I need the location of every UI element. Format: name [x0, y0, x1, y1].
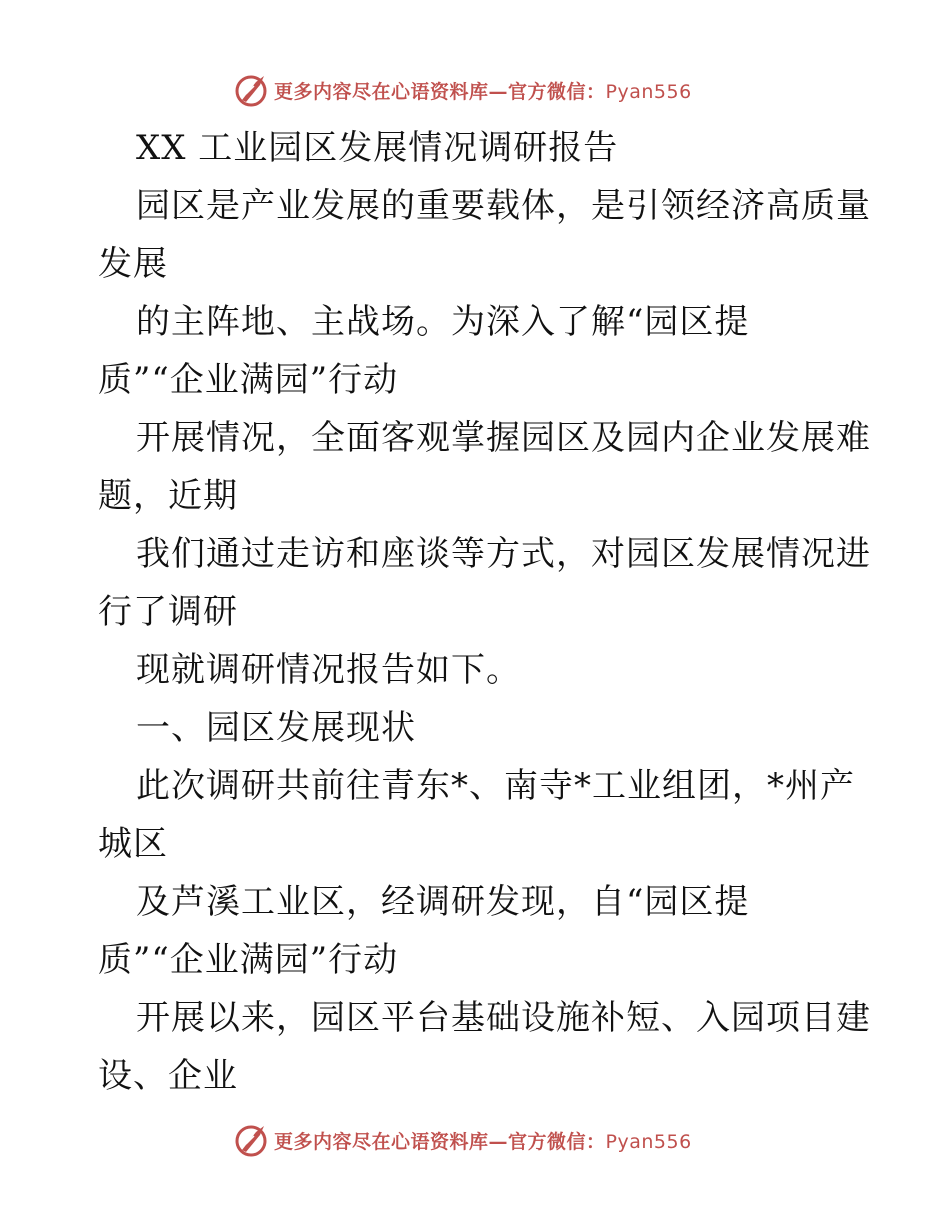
paragraph-line: 现就调研情况报告如下。 — [136, 650, 521, 690]
quill-pen-logo-icon — [234, 1122, 270, 1158]
paragraph-line: 此次调研共前往青东*、南寺*工业组团，*州产 — [136, 766, 855, 806]
watermark-footer — [234, 1120, 692, 1160]
paragraph-line: 的主阵地、主战场。为深入了解“园区提 — [136, 302, 750, 342]
paragraph-line: 设、企业 — [98, 1056, 238, 1096]
paragraph-line: 开展情况，全面客观掌握园区及园内企业发展难 — [136, 418, 871, 458]
paragraph-line: 行了调研 — [98, 592, 238, 632]
paragraph-line: 我们通过走访和座谈等方式，对园区发展情况进 — [136, 534, 871, 574]
paragraph-line: 质”“企业满园”行动 — [98, 940, 399, 980]
paragraph-line: 题，近期 — [98, 476, 238, 516]
watermark-header — [234, 70, 692, 110]
paragraph-line: 城区 — [98, 824, 168, 864]
document-title: XX 工业园区发展情况调研报告 — [136, 128, 619, 168]
watermark-text: 更多内容尽在心语资料库—官方微信：Pyan556 — [274, 80, 692, 103]
quill-pen-logo-icon — [234, 72, 270, 108]
paragraph-line: 质”“企业满园”行动 — [98, 360, 399, 400]
paragraph-line: 开展以来，园区平台基础设施补短、入园项目建 — [136, 998, 871, 1038]
watermark-text: 更多内容尽在心语资料库—官方微信：Pyan556 — [274, 1130, 692, 1153]
paragraph-line: 及芦溪工业区，经调研发现，自“园区提 — [136, 882, 750, 922]
paragraph-line: 园区是产业发展的重要载体，是引领经济高质量 — [136, 186, 871, 226]
paragraph-line: 发展 — [98, 244, 168, 284]
section-heading: 一、园区发展现状 — [136, 708, 416, 748]
